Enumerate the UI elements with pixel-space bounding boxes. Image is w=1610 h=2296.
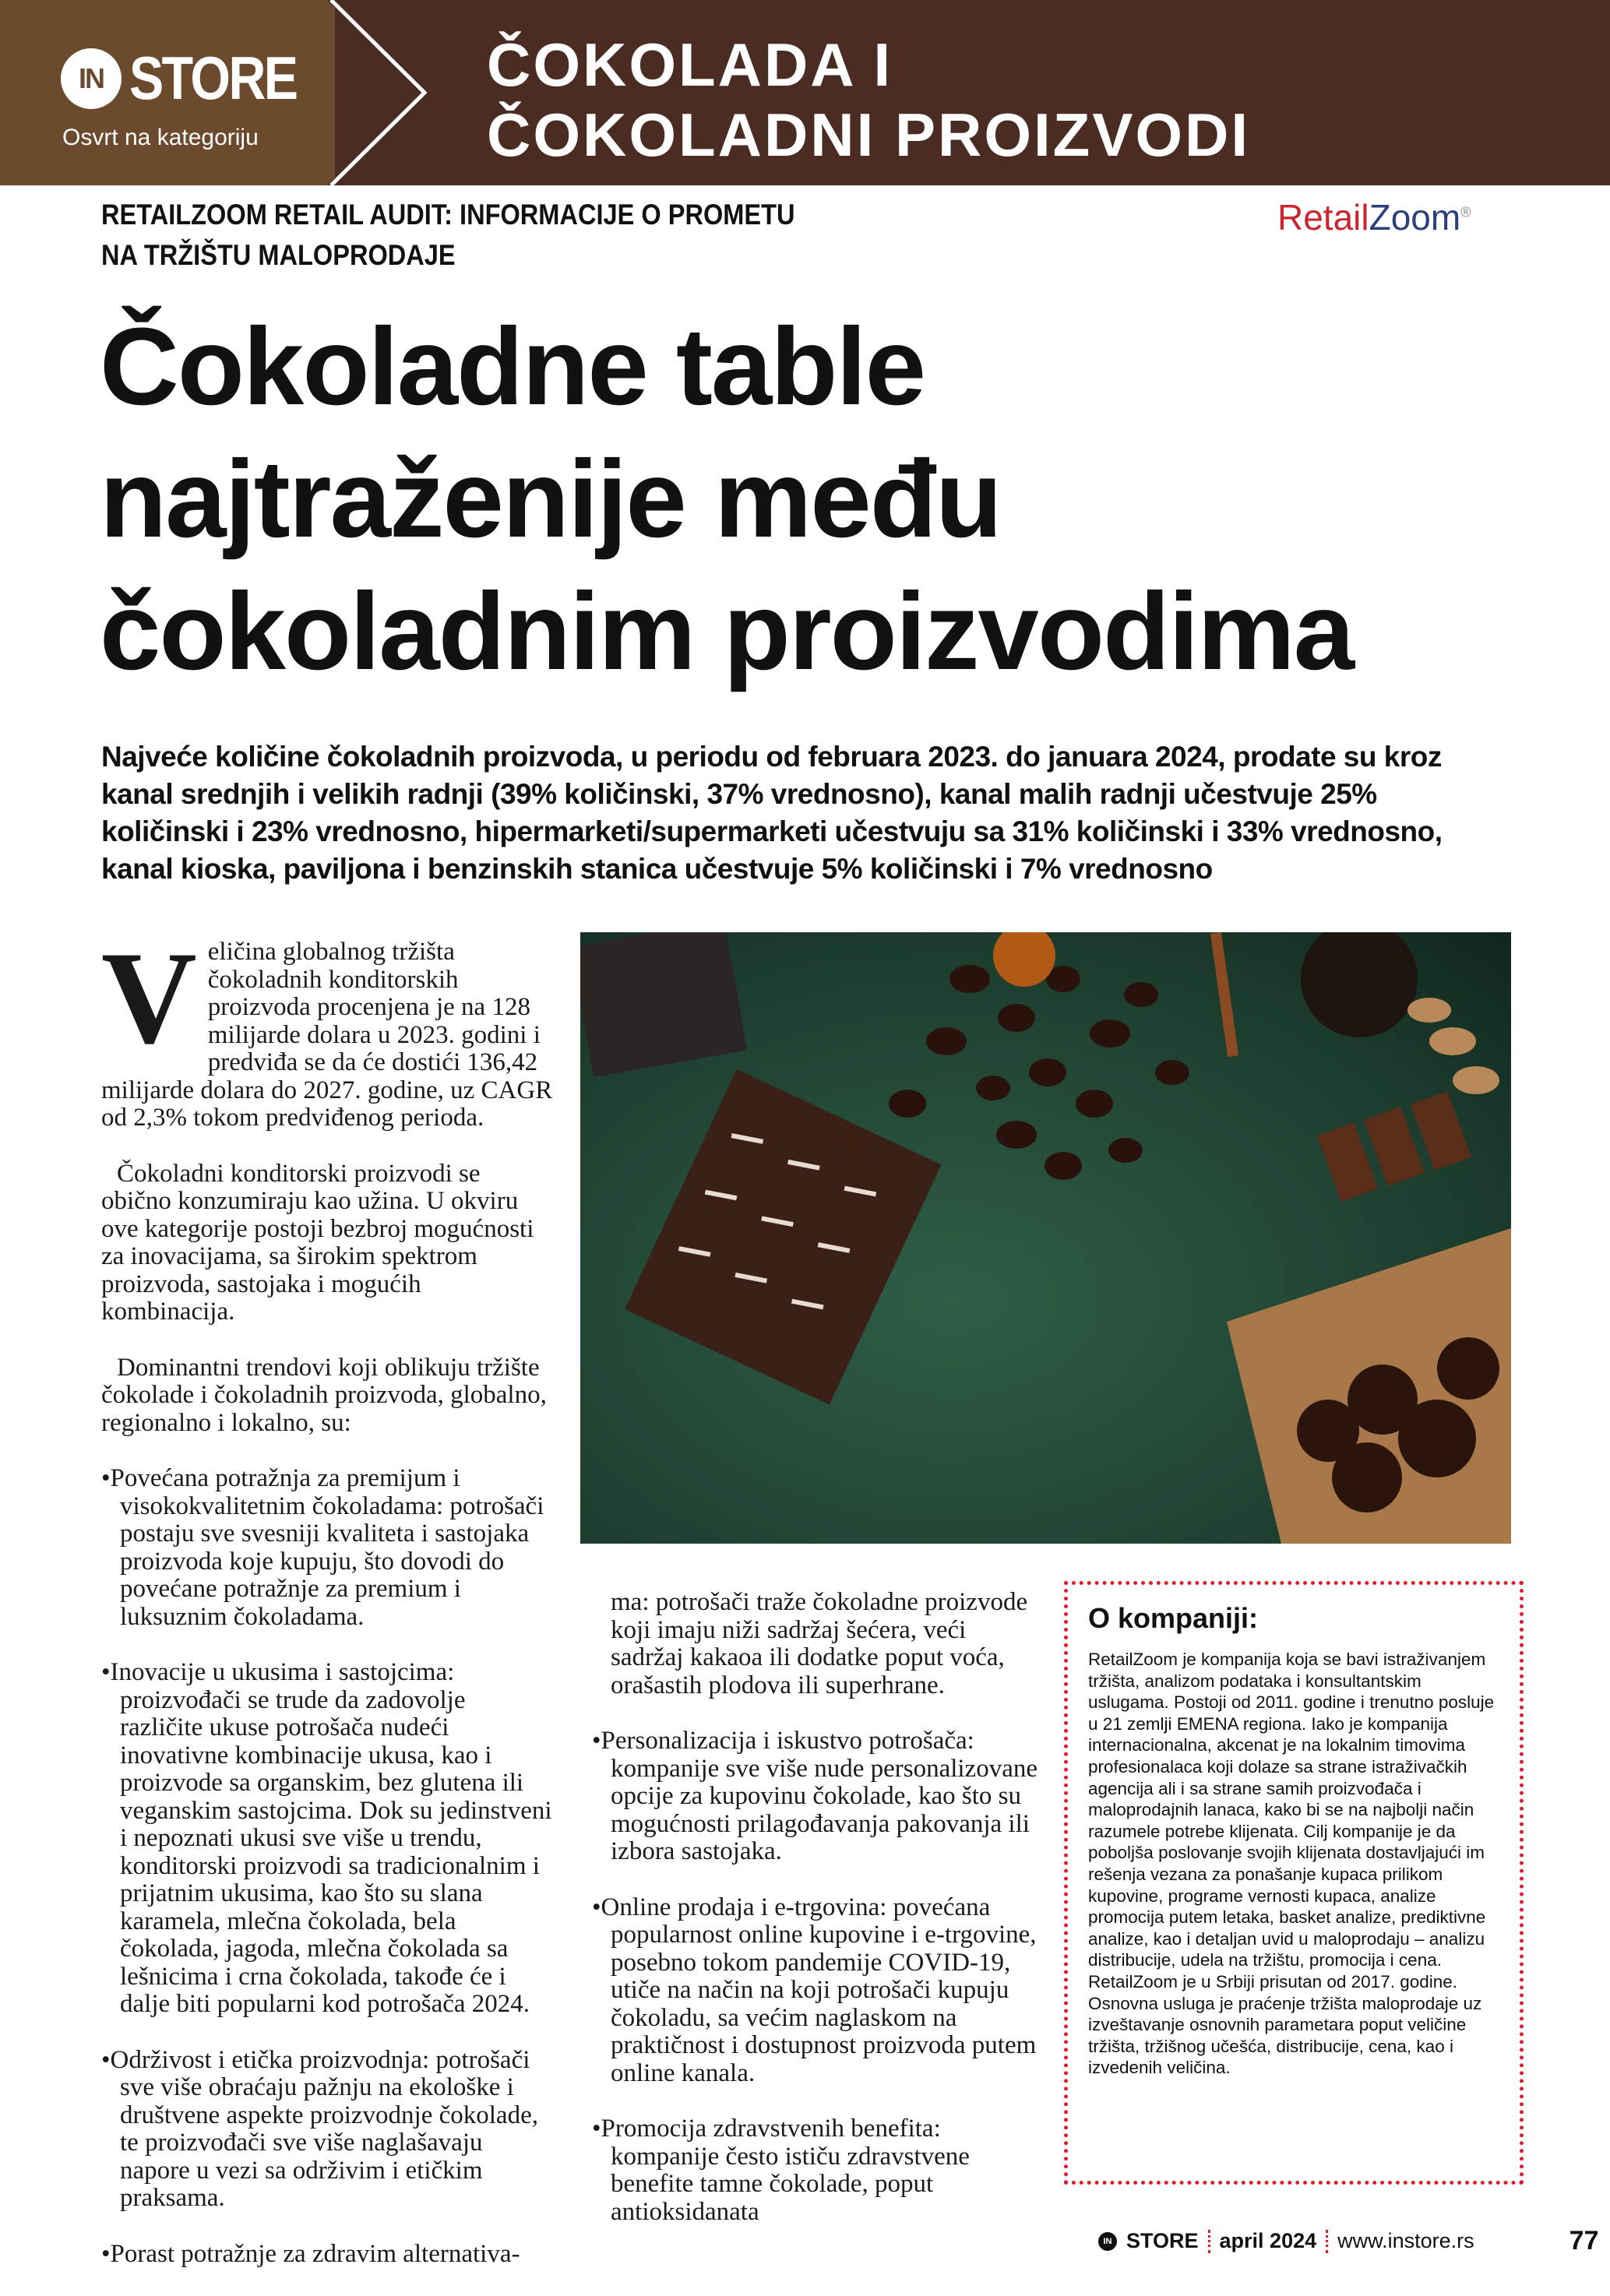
page-number: 77 — [1569, 2226, 1599, 2256]
category-header — [0, 0, 1610, 185]
company-info-box — [1064, 1581, 1524, 2185]
issue-date: april 2024 — [1219, 2229, 1317, 2252]
paragraph: ma: potrošači traže čokoladne proizvode koji imaju niži sadržaj šećera, veći sadržaj kakaoa ili dodatke poput voća, orašastih plodova ili superhrane. — [611, 1588, 1028, 1699]
bullet-item: •Inovacije u ukusima i sastojcima: proizvođači se trude da zadovolje različite ukuse potrošača nudeći inovativne kombinacije ukusa, kao i proizvode sa organskim, bez glutena ili veganskim sastojcima. Dok su jedinstveni i nepoznati ukusi sve više u trendu, konditorski proizvodi sa tradicionalnim i prijatnim ukusima, kao što su slana karamela, mlečna čokolada, bela čokolada, jagoda, mlečna čokolada sa lešnicima i crna čokolada, takođe će i dalje biti popularni kod potrošača 2024. — [101, 1658, 552, 2018]
retailzoom-logo — [1277, 196, 1471, 238]
kicker-line-1: RETAILZOOM RETAIL AUDIT: INFORMACIJE O PROMETU — [101, 199, 795, 231]
bullet-item: •Promocija zdravstvenih benefita: kompanije često ističu zdravstvene benefite tamne čokolade, poput antioksidanata — [592, 2115, 970, 2226]
bullet-item: •Online prodaja i e-trgovina: povećana popularnost online kupovine i e-trgovine, posebno tokom pandemije COVID-19, utiče na način na koji potrošači kupuju čokoladu, sa većim naglaskom na praktičnost i dostupnost proizvoda putem online kanala. — [592, 1893, 1037, 2087]
kicker — [101, 195, 924, 276]
chocolate-photo — [580, 932, 1511, 1544]
paragraph: eličina globalnog tržišta čokoladnih konditorskih proizvoda procenjena je na 128 milijarde dolara u 2023. godini i predviđa se da će dostići 136,42 milijarde dolara do 2027. godine, uz CAGR od 2,3% tokom predviđenog perioda. — [101, 938, 553, 1132]
section-subtitle: Osvrt na kategoriju — [62, 125, 259, 150]
category-line-2: ČOKOLADNI PROIZVODI — [487, 100, 1251, 169]
in-logo-icon: IN — [1098, 2232, 1117, 2251]
chocolate-illustration — [580, 932, 1511, 1544]
headline-line-2: najtraženije među — [100, 437, 1001, 560]
bullet-item: •Porast potražnje za zdravim alternativa- — [101, 2239, 520, 2268]
bullet-item: •Personalizacija i iskustvo potrošača: kompanije sve više nude personalizovane opcije za kupovinu čokolade, kao što su mogućnosti prilagođavanja pakovanja ili izbora sastojaka. — [592, 1727, 1038, 1865]
paragraph: Čokoladni konditorski proizvodi se obično konzumiraju kao užina. U okviru ove kategorije postoji bezbroj mogućnosti za inovacijama, sa širokim spektrom proizvoda, sastojaka i mogućih kombinacija. — [101, 1159, 534, 1326]
website-link[interactable]: www.instore.rs — [1337, 2229, 1474, 2252]
article-column-middle — [592, 1589, 1040, 2254]
headline-line-1: Čokoladne table — [100, 305, 925, 428]
headline-line-3: čokoladnim proizvodima — [100, 569, 1354, 692]
logo-part-1: Retail — [1277, 197, 1369, 238]
footer-logo-store: STORE — [1126, 2229, 1199, 2252]
paragraph: Dominantni trendovi koji oblikuju tržište čokolade i čokoladnih proizvoda, globalno, regionalno i lokalno, su: — [101, 1353, 547, 1437]
kicker-line-2: NA TRŽIŠTU MALOPRODAJE — [101, 239, 456, 271]
category-line-1: ČOKOLADA I — [487, 30, 893, 99]
divider — [1208, 2230, 1210, 2253]
article-column-left — [101, 924, 553, 2296]
page-footer — [1098, 2226, 1599, 2256]
headline — [100, 300, 1580, 697]
company-box-text: RetailZoom je kompanija koja se bavi istraživanjem tržišta, analizom podataka i konsultantskim uslugama. Postoji od 2011. godine i trenutno posluje u 21 zemlji EMENA regiona. Iako je kompanija internacionalna, akcenat je na lokalnim timovima profesionalaca koji dolaze sa strane istraživačkih agencija ali i sa strane samih proizvođača i maloprodajnih lanaca, kako bi se na najbolji način razumele potrebe klijenata. Cilj kompanije je da poboljša poslovanje svojih klijenata dostavljajući im rešenja vezana za ponašanje kupaca prilikom kupovine, programe vernosti kupaca, analize promocija putem letaka, basket analize, prediktivne analize, kao i detaljan uvid u maloprodaju – analizu distribucije, udela na tržištu, promocija i cena. RetailZoom je u Srbiji prisutan od 2017. godine. Osnovna usluga je praćenje tržišta maloprodaje uz izveštavanje osnovnih parametara poput veličine tržišta, tržišnog učešća, distribucije, cena, kao i izvedenih veličina. — [1088, 1650, 1495, 2078]
logo-store-text: STORE — [129, 44, 297, 112]
instore-logo — [61, 43, 326, 114]
drop-cap: V — [101, 924, 197, 1071]
registered-mark: ® — [1460, 204, 1471, 220]
category-title — [487, 30, 1250, 170]
company-box-title: O kompaniji: — [1088, 1602, 1259, 1634]
bullet-item: •Održivost i etička proizvodnja: potrošači sve više obraćaju pažnju na ekološke i društvene aspekte proizvodnje čokolade, te proizvođači sve više naglašavaju napore u vezi sa održivim i etičkim praksama. — [101, 2045, 538, 2212]
deck: Najveće količine čokoladnih proizvoda, u periodu od februara 2023. do januara 2024, prodate su kroz kanal srednjih i velikih radnji (39% količinski, 37% vrednosno), kanal malih radnji učestvuje 25% količinski i 23% vrednosno, hipermarketi/supermarketi učestvuju sa 31% količinski i 33% vrednosno, kanal kioska, paviljona i benzinskih stanica učestvuje 5% količinski i 7% vrednosno — [101, 741, 1443, 885]
logo-part-2: Zoom — [1369, 197, 1461, 238]
divider — [1326, 2230, 1328, 2253]
bullet-item: •Povećana potražnja za premijum i visokokvalitetnim čokoladama: potrošači postaju sve svesniji kvaliteta i sastojaka proizvoda koje kupuju, što dovodi do povećane potražnje za premium i luksuznim čokoladama. — [101, 1464, 544, 1631]
in-logo-icon: IN — [61, 48, 122, 109]
